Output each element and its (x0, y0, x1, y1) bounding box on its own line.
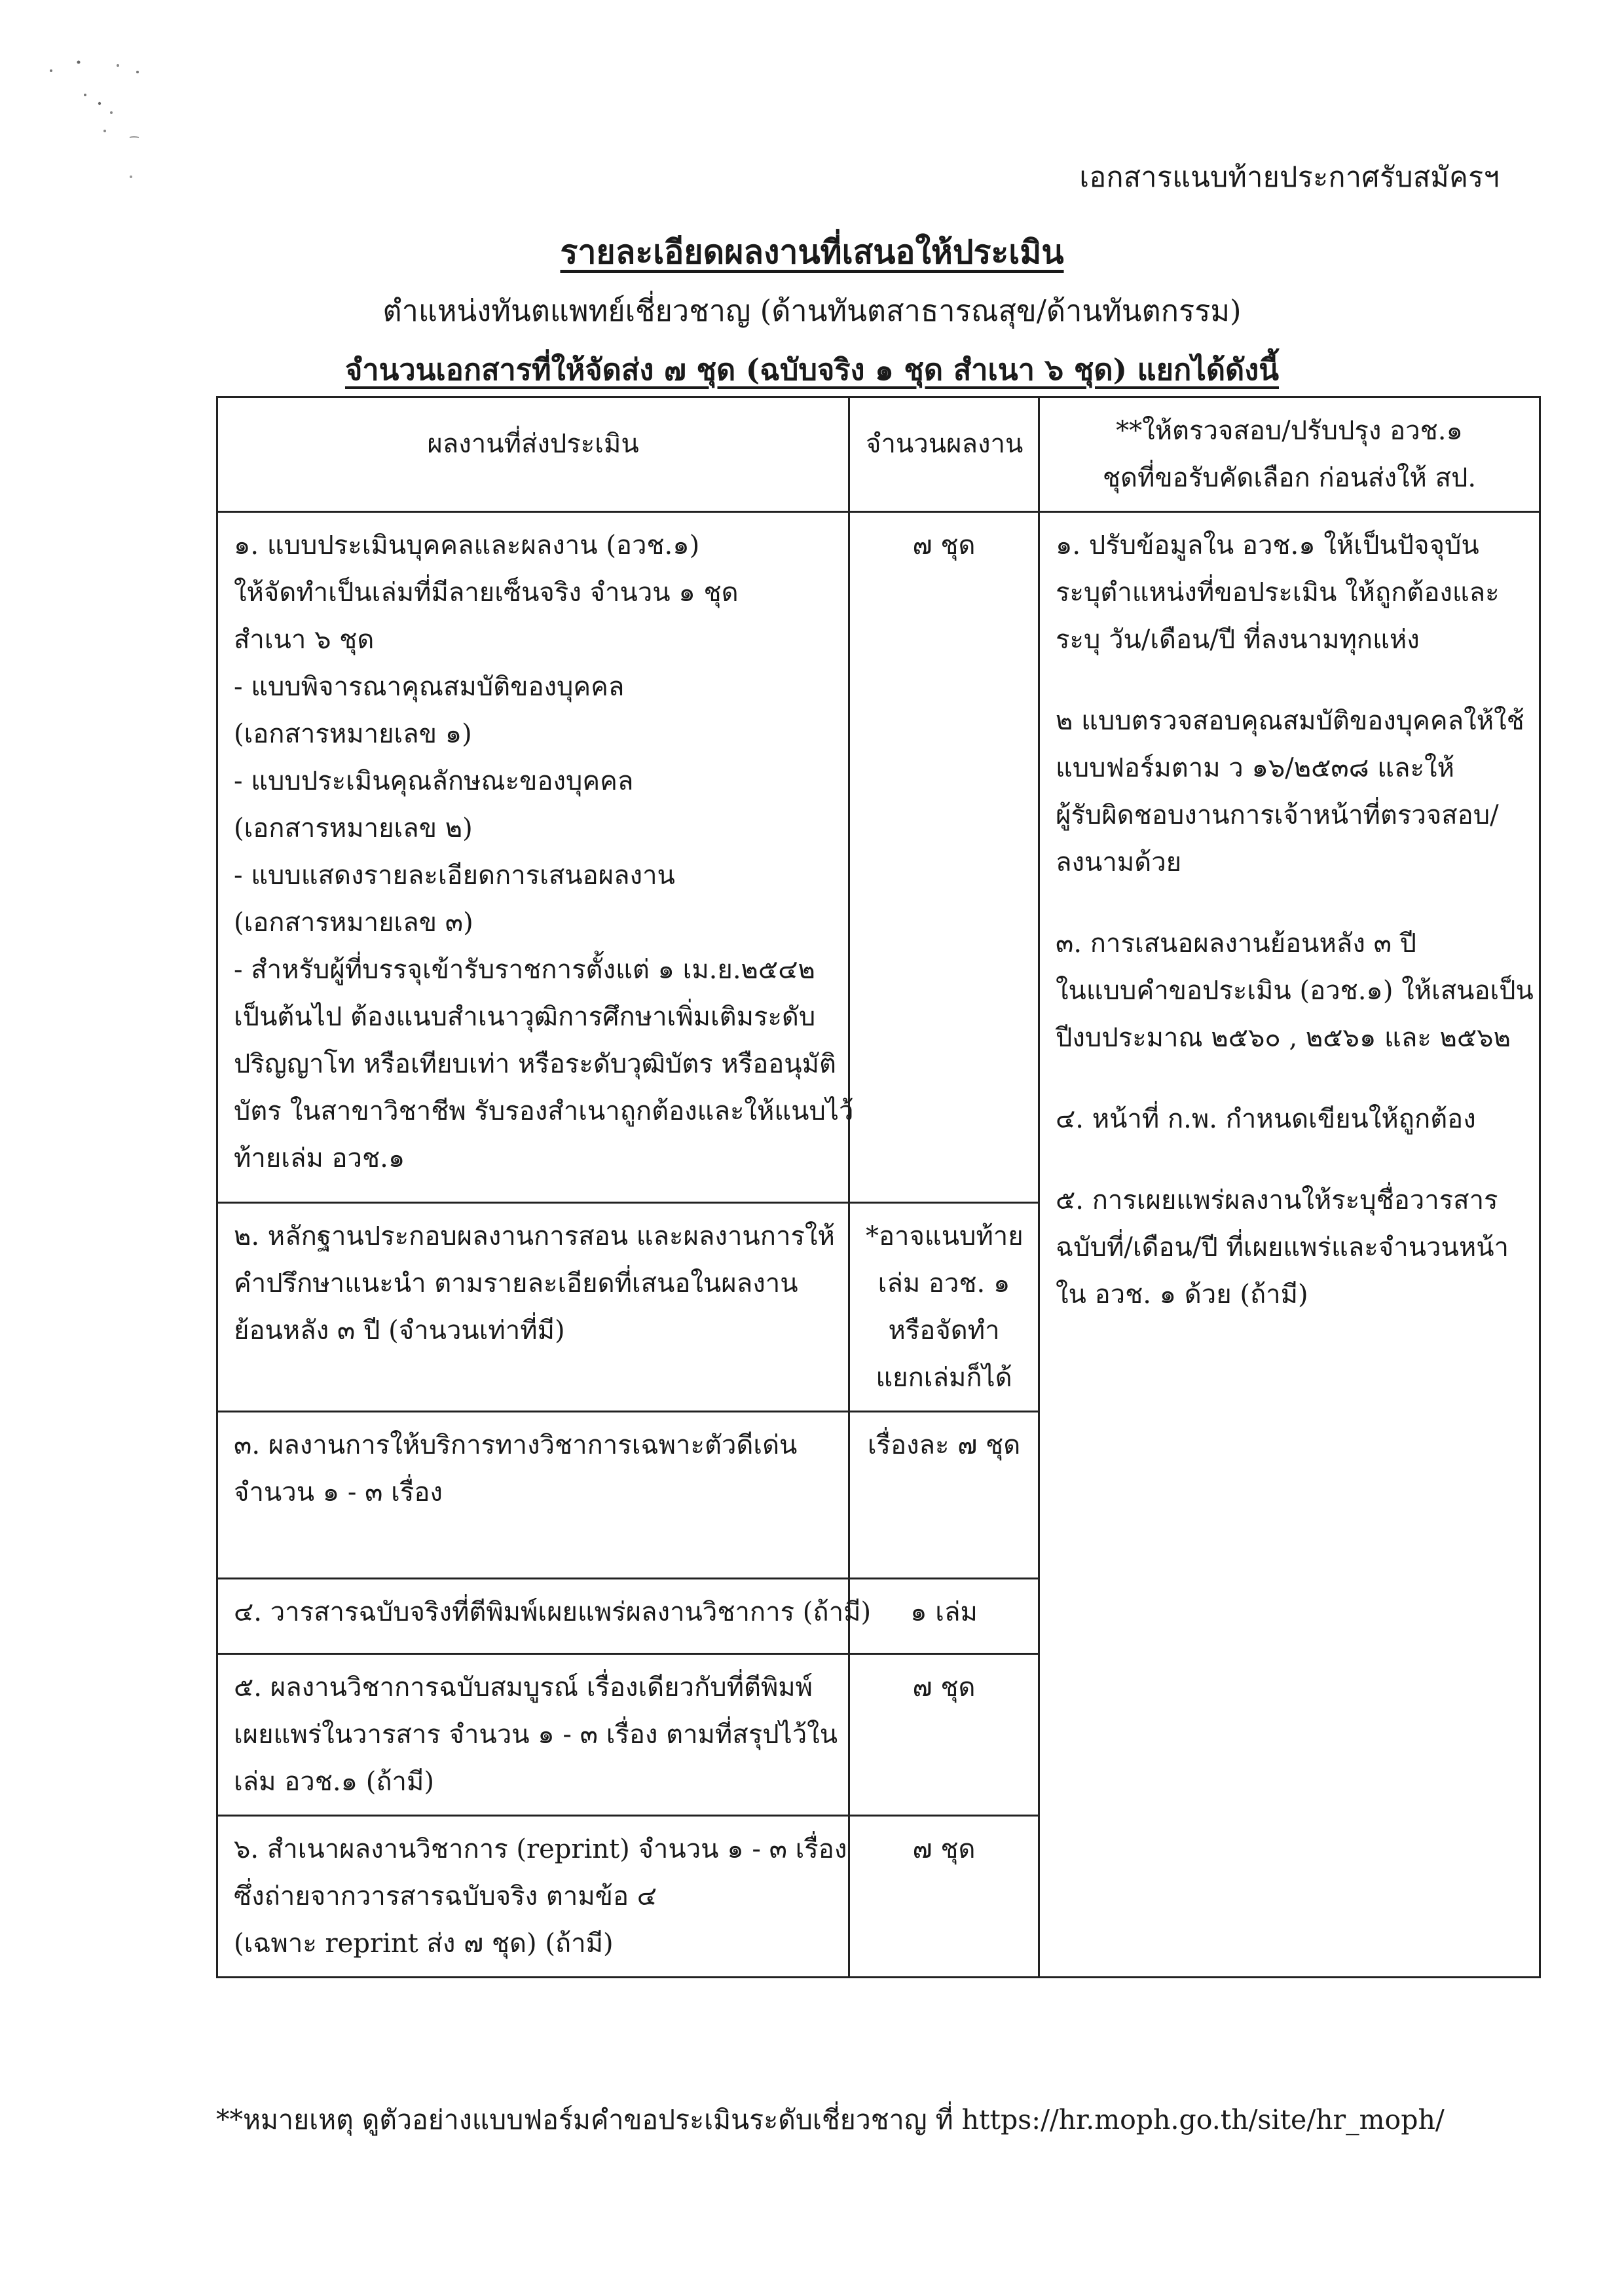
work-cell (217, 1816, 849, 1978)
work-line: ๖. สำเนาผลงานวิชาการ (reprint) จำนวน ๑ - ๓ เรื่อง (234, 1834, 847, 1864)
work-line: - แบบพิจารณาคุณสมบัติของบุคคล (234, 672, 625, 702)
quantity-cell (849, 1579, 1039, 1654)
quantity-cell (849, 1654, 1039, 1816)
work-line: - สำหรับผู้ที่บรรจุเข้ารับราชการตั้งแต่ ๑ เม.ย.๒๕๔๒ (234, 955, 815, 985)
work-line: (เฉพาะ reprint ส่ง ๗ ชุด) (ถ้ามี) (234, 1928, 614, 1959)
quantity-line: หรือจัดทำ (888, 1316, 1000, 1346)
quantity-line: แยกเล่มก็ได้ (876, 1363, 1012, 1393)
work-cell (217, 1654, 849, 1816)
work-line: เผยแพร่ในวารสาร จำนวน ๑ - ๓ เรื่อง ตามที่สรุปไว้ใน (234, 1720, 838, 1750)
note-line: ๕. การเผยแพร่ผลงานให้ระบุชื่อวารสาร (1056, 1185, 1498, 1215)
header-work (217, 397, 849, 512)
table-body (217, 512, 1540, 1978)
note-line: ระบุ วัน/เดือน/ปี ที่ลงนามทุกแห่ง (1056, 625, 1420, 655)
quantity-cell (849, 512, 1039, 1203)
table-header-row (217, 397, 1540, 512)
quantity-line: *อาจแนบท้าย (866, 1221, 1024, 1251)
note-line: ปีงบประมาณ ๒๕๖๐ , ๒๕๖๑ และ ๒๕๖๒ (1056, 1023, 1511, 1053)
work-line: ๕. ผลงานวิชาการฉบับสมบูรณ์ เรื่องเดียวกับที่ตีพิมพ์ (234, 1672, 813, 1703)
work-line: - แบบแสดงรายละเอียดการเสนอผลงาน (234, 860, 675, 891)
work-line: ซึ่งถ่ายจากวารสารฉบับจริง ตามข้อ ๔ (234, 1881, 657, 1911)
note-item (1056, 920, 1534, 1061)
work-line: ๓. ผลงานการให้บริการทางวิชาการเฉพาะตัวดีเด่น (234, 1430, 798, 1460)
work-cell (217, 1412, 849, 1579)
note-line: แบบฟอร์มตาม ว ๑๖/๒๕๓๘ และให้ (1056, 753, 1454, 783)
quantity-line: ๑ เล่ม (910, 1597, 978, 1627)
work-line: สำเนา ๖ ชุด (234, 625, 375, 655)
header-notes-line: ชุดที่ขอรับคัดเลือก ก่อนส่งให้ สป. (1102, 463, 1477, 493)
work-line: บัตร ในสาขาวิชาชีพ รับรองสำเนาถูกต้องและให้แนบไว้ (234, 1096, 854, 1126)
position-subtitle: ตำแหน่งทันตแพทย์เชี่ยวชาญ (ด้านทันตสาธารณสุข/ด้านทันตกรรม) (382, 293, 1242, 328)
note-item (1056, 697, 1523, 886)
quantity-cell (849, 1816, 1039, 1978)
quantity-line: ๗ ชุด (912, 530, 976, 561)
work-line: (เอกสารหมายเลข ๓) (234, 908, 473, 938)
quantity-line: เล่ม อวช. ๑ (877, 1268, 1010, 1299)
table-row (217, 512, 1540, 1203)
work-cell (217, 512, 854, 1203)
note-line: ๓. การเสนอผลงานย้อนหลัง ๓ ปี (1056, 929, 1417, 959)
note-line: ผู้รับผิดชอบงานการเจ้าหน้าที่ตรวจสอบ/ (1056, 800, 1499, 830)
quantity-line: เรื่องละ ๗ ชุด (867, 1430, 1021, 1460)
header-notes (1039, 397, 1540, 512)
work-cell (217, 1579, 872, 1654)
page-title: รายละเอียดผลงานที่เสนอให้ประเมิน (560, 232, 1064, 271)
note-item (1056, 522, 1523, 663)
work-line: เล่ม อวช.๑ (ถ้ามี) (234, 1767, 434, 1797)
note-line: ระบุตำแหน่งที่ขอประเมิน ให้ถูกต้องและ (1056, 578, 1500, 608)
quantity-cell (849, 1203, 1039, 1412)
note-line: ๑. ปรับข้อมูลใน อวช.๑ ให้เป็นปัจจุบัน (1056, 530, 1479, 561)
work-line: (เอกสารหมายเลข ๑) (234, 719, 472, 749)
note-line: ๔. หน้าที่ ก.พ. กำหนดเขียนให้ถูกต้อง (1056, 1104, 1476, 1134)
header-quantity (849, 397, 1039, 512)
note-line: ฉบับที่/เดือน/ปี ที่เผยแพร่และจำนวนหน้า (1056, 1232, 1509, 1263)
work-cell (217, 1203, 849, 1412)
note-item (1056, 1096, 1523, 1143)
work-line: ๒. หลักฐานประกอบผลงานการสอน และผลงานการให้ (234, 1221, 835, 1251)
work-line: คำปรึกษาแนะนำ ตามรายละเอียดที่เสนอในผลงาน (234, 1268, 798, 1299)
scan-artifact (39, 39, 210, 203)
work-line: ปริญญาโท หรือเทียบเท่า หรือระดับวุฒิบัตร หรืออนุมัติ (234, 1049, 836, 1079)
work-line: (เอกสารหมายเลข ๒) (234, 813, 473, 843)
footnote-remark: **หมายเหตุ ดูตัวอย่างแบบฟอร์มคำขอประเมินระดับเชี่ยวชาญ ที่ https://hr.moph.go.th/site/hr_moph/ (216, 2104, 1445, 2135)
work-line: - แบบประเมินคุณลักษณะของบุคคล (234, 766, 634, 796)
note-line: ๒ แบบตรวจสอบคุณสมบัติของบุคคลให้ใช้ (1056, 706, 1524, 736)
evaluation-table (216, 396, 1541, 1978)
note-line: ใน อวช. ๑ ด้วย (ถ้ามี) (1056, 1280, 1308, 1310)
quantity-cell (849, 1412, 1039, 1579)
work-line: ๑. แบบประเมินบุคคลและผลงาน (อวช.๑) (234, 530, 700, 561)
work-line: ย้อนหลัง ๓ ปี (จำนวนเท่าที่มี) (234, 1316, 565, 1346)
quantity-line: ๗ ชุด (912, 1834, 976, 1864)
header-work-label: ผลงานที่ส่งประเมิน (427, 429, 639, 459)
note-line: ลงนามด้วย (1056, 847, 1182, 877)
attachment-note: เอกสารแนบท้ายประกาศรับสมัครฯ (1079, 161, 1500, 194)
header-quantity-label: จำนวนผลงาน (866, 429, 1024, 459)
work-line: ให้จัดทำเป็นเล่มที่มีลายเซ็นจริง จำนวน ๑ ชุด (234, 578, 739, 608)
document-count: จำนวนเอกสารที่ให้จัดส่ง ๗ ชุด (ฉบับจริง ๑ ชุด สำเนา ๖ ชุด) แยกได้ดังนี้ (344, 352, 1280, 387)
note-item (1056, 1177, 1523, 1318)
notes-cell (1039, 512, 1540, 1978)
header-notes-line: **ให้ตรวจสอบ/ปรับปรุง อวช.๑ (1116, 416, 1463, 446)
work-line: เป็นต้นไป ต้องแนบสำเนาวุฒิการศึกษาเพิ่มเติมระดับ (234, 1002, 816, 1032)
note-line: ในแบบคำขอประเมิน (อวช.๑) ให้เสนอเป็น (1056, 976, 1534, 1006)
work-line: จำนวน ๑ - ๓ เรื่อง (234, 1477, 443, 1507)
work-line: ๔. วารสารฉบับจริงที่ตีพิมพ์เผยแพร่ผลงานวิชาการ (ถ้ามี) (234, 1597, 872, 1627)
title-block (0, 223, 1624, 399)
work-line: ท้ายเล่ม อวช.๑ (234, 1143, 405, 1173)
quantity-line: ๗ ชุด (912, 1672, 976, 1703)
